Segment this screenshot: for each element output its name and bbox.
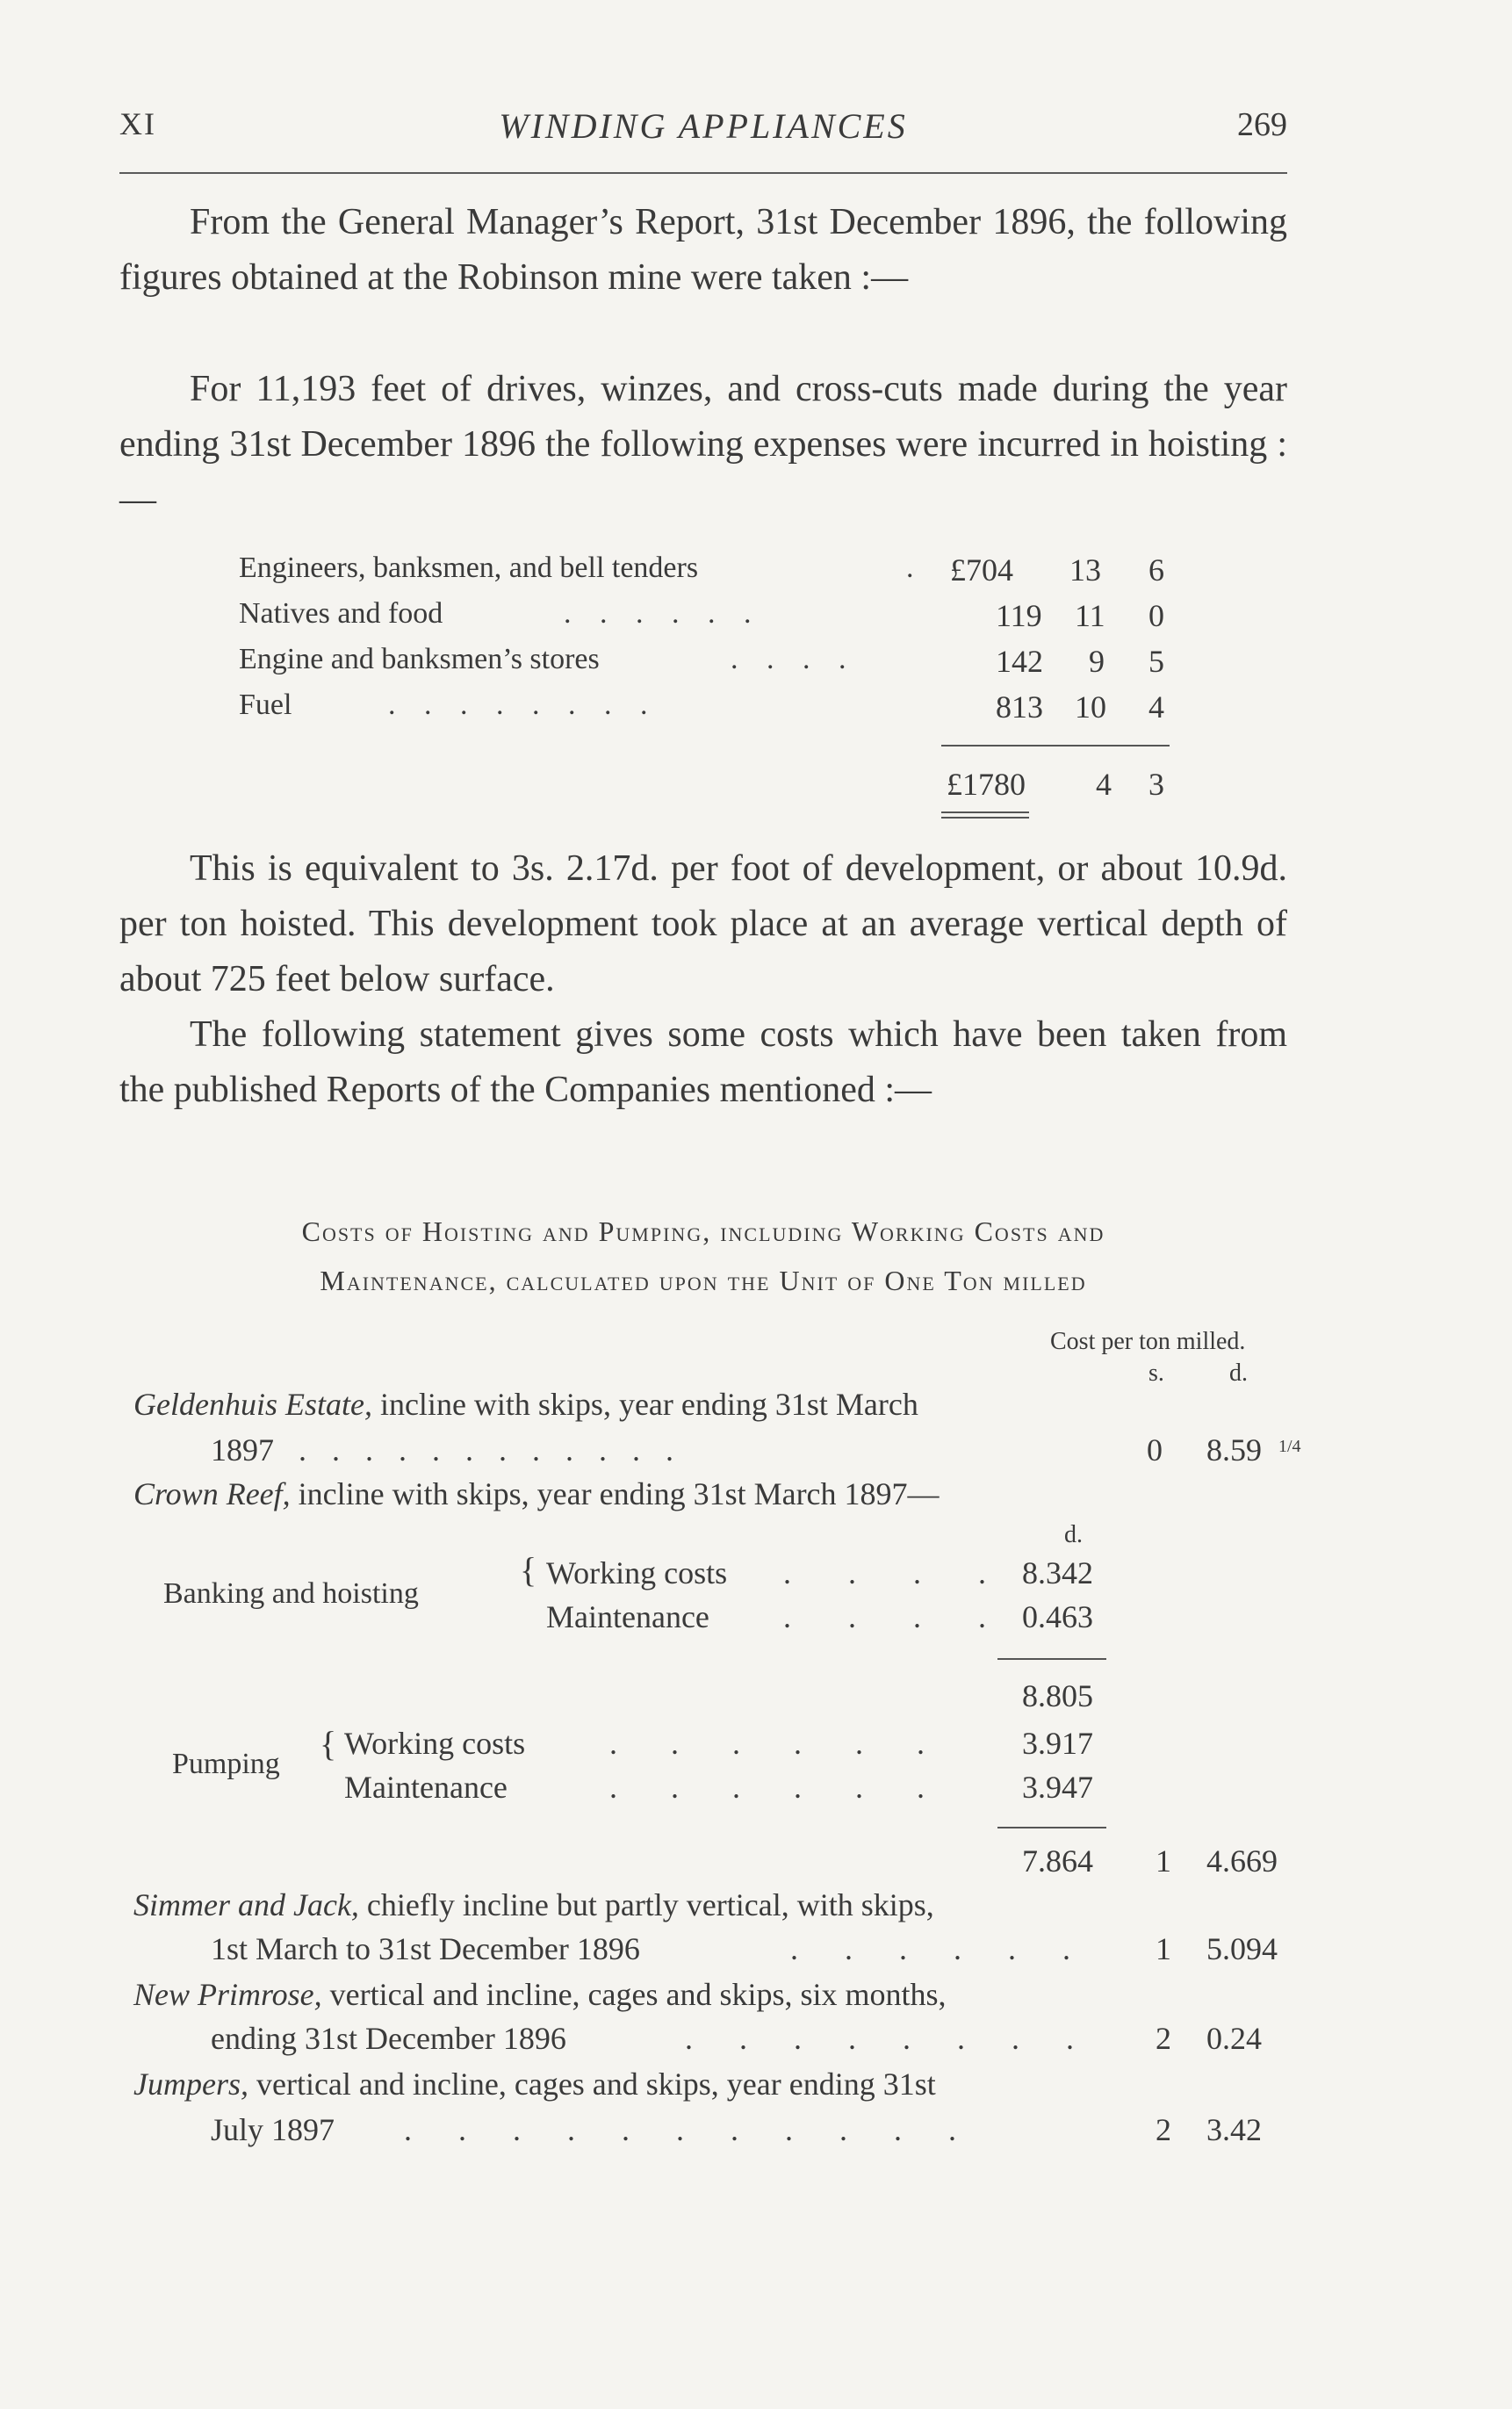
primrose-line1 — [133, 1976, 947, 2013]
simmer-description: chiefly incline but partly vertical, with skips, — [358, 1887, 934, 1922]
expense-pence: 4 — [1148, 689, 1164, 725]
jumpers-pence: 3.42 — [1206, 2112, 1262, 2147]
running-header — [119, 105, 1287, 158]
banking-hoisting-label: Banking and hoisting — [163, 1577, 419, 1610]
total-shillings: 4 — [1096, 767, 1112, 802]
crown-description: incline with skips, year ending 31st March 1897— — [290, 1476, 940, 1511]
crown-shillings: 1 — [1156, 1843, 1171, 1879]
crown-pence-header: d. — [1064, 1521, 1083, 1548]
pumping-maintenance-label: Maintenance — [344, 1770, 508, 1805]
paragraph-hoisting-expenses: For 11,193 feet of drives, winzes, and cross-cuts made during the year ending 31st December 1896 the following expenses were incurred in hoisting :— — [119, 369, 1287, 520]
expense-pence: 5 — [1148, 644, 1164, 679]
leader-dots: . . . . . . . . . . . . — [299, 1432, 682, 1468]
total-double-rule-bottom — [941, 817, 1029, 819]
costs-table-heading-line2: Maintenance, calculated upon the Unit of One Ton milled — [320, 1265, 1087, 1296]
geldenhuis-line1 — [133, 1386, 918, 1423]
primrose-pence: 0.24 — [1206, 2021, 1262, 2056]
leader-dots: . . . . . . — [609, 1726, 947, 1761]
expense-label: Natives and food — [239, 597, 443, 630]
simmer-period: 1st March to 31st December 1896 — [211, 1931, 640, 1966]
geldenhuis-description: incline with skips, year ending 31st March — [371, 1387, 918, 1422]
expense-pounds: 142 — [996, 644, 1043, 679]
jumpers-period: July 1897 — [211, 2112, 335, 2147]
expense-pounds: 119 — [996, 598, 1042, 633]
leader-dots: . . . . . . . . . . . — [404, 2112, 976, 2147]
expense-pounds: 813 — [996, 689, 1043, 725]
company-name-simmer-jack: Simmer and Jack, — [133, 1887, 359, 1922]
expense-shillings: 9 — [1089, 644, 1105, 679]
banking-total-value: 8.805 — [1022, 1678, 1093, 1713]
geldenhuis-pence: 8.59 — [1206, 1432, 1262, 1468]
brace-banking: { — [520, 1550, 537, 1590]
expense-pence: 0 — [1148, 598, 1164, 633]
leader-dots: . . . . . . — [564, 597, 762, 630]
leader-dots: . . . . . . — [790, 1931, 1090, 1966]
column-header-pence: d. — [1229, 1360, 1248, 1387]
expense-shillings: 11 — [1075, 598, 1105, 633]
banking-maintenance-value: 0.463 — [1022, 1599, 1093, 1634]
leader-dots: . . . . — [783, 1599, 1011, 1634]
pumping-working-label: Working costs — [344, 1726, 526, 1761]
banking-working-value: 8.342 — [1022, 1555, 1093, 1590]
company-name-geldenhuis: Geldenhuis Estate, — [133, 1387, 372, 1422]
expense-row — [239, 552, 1170, 595]
geldenhuis-year: 1897 — [211, 1432, 274, 1468]
expense-shillings: 13 — [1069, 552, 1101, 588]
running-title: WINDING APPLIANCES — [499, 106, 908, 146]
company-name-crown-reef: Crown Reef, — [133, 1476, 291, 1511]
pumping-working-value: 3.917 — [1022, 1726, 1093, 1761]
total-pounds: £1780 — [947, 767, 1026, 802]
leader-dots: . . . . . . . . — [685, 2021, 1093, 2056]
simmer-pence: 5.094 — [1206, 1931, 1278, 1966]
banking-subtotal-rule — [997, 1658, 1106, 1660]
geldenhuis-fraction: 1/4 — [1278, 1437, 1301, 1456]
simmer-shillings: 1 — [1156, 1931, 1171, 1966]
expense-label: Engine and banksmen’s stores — [239, 643, 600, 675]
total-double-rule-top — [941, 811, 1029, 813]
expense-row — [239, 597, 1170, 641]
crown-line1 — [133, 1475, 940, 1512]
costs-table-heading-line1: Costs of Hoisting and Pumping, including Working Costs and — [301, 1215, 1105, 1247]
primrose-period: ending 31st December 1896 — [211, 2021, 566, 2056]
crown-pence: 4.669 — [1206, 1843, 1278, 1879]
chapter-number: XI — [119, 106, 156, 141]
banking-working-label: Working costs — [546, 1555, 728, 1590]
leader-dots: . — [906, 552, 925, 584]
pumping-label: Pumping — [172, 1748, 280, 1780]
pumping-subtotal-rule — [997, 1827, 1106, 1828]
leader-dots: . . . . . . — [609, 1770, 947, 1805]
column-header-cost: Cost per ton milled. — [1050, 1328, 1246, 1355]
pumping-maintenance-value: 3.947 — [1022, 1770, 1093, 1805]
expense-label: Fuel — [239, 689, 292, 721]
page-number: 269 — [1237, 106, 1287, 143]
paragraph-equivalent-cost: This is equivalent to 3s. 2.17d. per foot of development, or about 10.9d. per ton hoisted. This development took place at an average vertical depth of about 725 feet below surface. — [119, 848, 1287, 999]
leader-dots: . . . . . . . . — [388, 689, 659, 721]
pumping-total-value: 7.864 — [1022, 1843, 1093, 1879]
total-rule — [941, 745, 1170, 747]
header-rule — [119, 172, 1287, 174]
company-name-jumpers: Jumpers, — [133, 2066, 248, 2102]
expense-row — [239, 643, 1170, 687]
leader-dots: . . . . — [731, 643, 857, 675]
paragraph-report-intro: From the General Manager’s Report, 31st December 1896, the following figures obtained at the Robinson mine were taken :— — [119, 202, 1287, 298]
expense-total-row — [239, 766, 1170, 810]
geldenhuis-shillings: 0 — [1147, 1432, 1163, 1468]
leader-dots: . . . . — [783, 1555, 1011, 1590]
simmer-line1 — [133, 1886, 934, 1923]
expense-row — [239, 689, 1170, 732]
expense-shillings: 10 — [1075, 689, 1106, 725]
primrose-description: vertical and incline, cages and skips, six months, — [321, 1977, 947, 2012]
expense-pence: 6 — [1148, 552, 1164, 588]
primrose-shillings: 2 — [1156, 2021, 1171, 2056]
expense-label: Engineers, banksmen, and bell tenders — [239, 552, 699, 584]
total-pence: 3 — [1148, 767, 1164, 802]
banking-maintenance-label: Maintenance — [546, 1599, 709, 1634]
jumpers-line1 — [133, 2066, 936, 2102]
jumpers-shillings: 2 — [1156, 2112, 1171, 2147]
company-name-new-primrose: New Primrose, — [133, 1977, 322, 2012]
expense-pounds: £704 — [950, 552, 1013, 588]
jumpers-description: vertical and incline, cages and skips, year ending 31st — [248, 2066, 936, 2102]
brace-pumping: { — [320, 1724, 337, 1763]
paragraph-statement-intro: The following statement gives some costs which have been taken from the published Reports of the Companies mentioned :— — [119, 1014, 1287, 1110]
column-header-shillings: s. — [1148, 1360, 1164, 1387]
